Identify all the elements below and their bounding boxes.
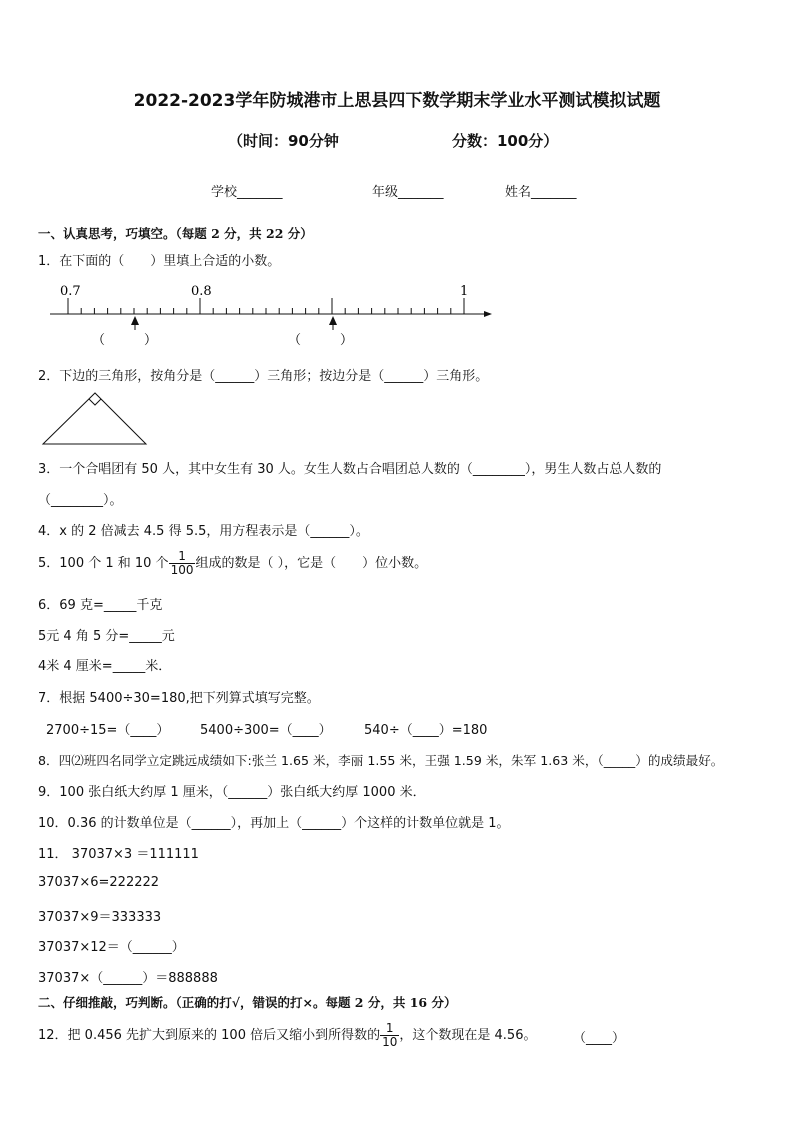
question-7: 7．根据 5400÷30=180,把下列算式填写完整。: [38, 691, 320, 706]
section-2-heading: 二、仔细推敲，巧判断。（正确的打√，错误的打×。每题 2 分，共 16 分）: [38, 995, 457, 1010]
page-title: 2022-2023学年防城港市上思县四下数学期末学业水平测试模拟试题: [133, 91, 661, 111]
fraction-1-100: $\frac{1}{100}$: [170, 549, 194, 577]
question-11-line-2: 37037×6=222222: [38, 875, 160, 890]
question-11-line-4: 37037×12＝（______）: [38, 940, 185, 955]
question-1: 1．在下面的（ ）里填上合适的小数。: [38, 254, 281, 269]
question-12-after: ，这个数现在是 4.56。: [399, 1028, 537, 1043]
number-line-ticks: [68, 298, 464, 314]
arrow-marker-b: [329, 316, 337, 330]
name-field[interactable]: 姓名_______: [505, 185, 577, 200]
question-2: 2．下边的三角形，按角分是（______）三角形；按边分是（______）三角形。: [38, 369, 489, 384]
question-5-before: 5．100 个 1 和 10 个: [38, 556, 169, 571]
question-6-line-1: 6．69 克=_____千克: [38, 598, 163, 613]
question-7-c: 540÷（____）=180: [364, 723, 488, 738]
question-8: 8．四⑵班四名同学立定跳远成绩如下:张兰 1.65 米，李丽 1.55 米，王强 1.59 米，朱军 1.63 米，（_____）的成绩最好。: [38, 753, 724, 768]
question-12: [38, 1022, 536, 1049]
question-11-line-1: 11． 37037×3 ＝111111: [38, 847, 199, 862]
answer-blank-b: （ ）: [288, 333, 354, 348]
question-9: 9．100 张白纸大约厚 1 厘米，（______）张白纸大约厚 1000 米．: [38, 785, 426, 800]
label-0-8: 0.8: [191, 284, 212, 299]
question-6-line-3: 4米 4 厘米=_____米．: [38, 659, 172, 674]
question-3-line-1: 3．一个合唱团有 50 人，其中女生有 30 人。女生人数占合唱团总人数的（________），男生人数占总人数的: [38, 462, 662, 477]
question-11-line-5: 37037×（______）＝888888: [38, 971, 218, 986]
question-6-line-2: 5元 4 角 5 分=_____元: [38, 629, 175, 644]
triangle-figure: [40, 390, 152, 450]
arrow-marker-a: [131, 316, 139, 330]
label-0-7: 0.7: [60, 284, 81, 299]
exam-time: （时间：90分钟: [228, 132, 339, 150]
question-11-line-3: 37037×9＝333333: [38, 910, 162, 925]
question-5: [38, 550, 427, 577]
grade-field[interactable]: 年级_______: [372, 185, 444, 200]
exam-score: 分数：100分）: [452, 132, 559, 150]
axis-arrow: [484, 311, 492, 317]
section-1-heading: 一、认真思考，巧填空。（每题 2 分，共 22 分）: [38, 226, 313, 241]
question-12-before: 12．把 0.456 先扩大到原来的 100 倍后又缩小到所得数的: [38, 1028, 381, 1043]
fraction-1-10: $\frac{1}{10}$: [382, 1021, 398, 1049]
question-5-after: 组成的数是（ ），它是（ ）位小数。: [195, 556, 428, 571]
label-1: 1: [460, 284, 469, 299]
question-3-line-2: （________）。: [38, 493, 123, 508]
number-line-figure: [0, 276, 794, 356]
answer-blank-a: （ ）: [92, 333, 158, 348]
question-4: 4．x 的 2 倍减去 4.5 得 5.5，用方程表示是（______）。: [38, 524, 369, 539]
school-field[interactable]: 学校_______: [211, 185, 283, 200]
question-12-blank[interactable]: （____）: [573, 1031, 626, 1046]
question-7-b: 5400÷300=（____）: [200, 723, 332, 738]
question-7-a: 2700÷15=（____）: [46, 723, 170, 738]
question-10: 10．0.36 的计数单位是（______），再加上（______）个这样的计数单位就是 1。: [38, 816, 510, 831]
